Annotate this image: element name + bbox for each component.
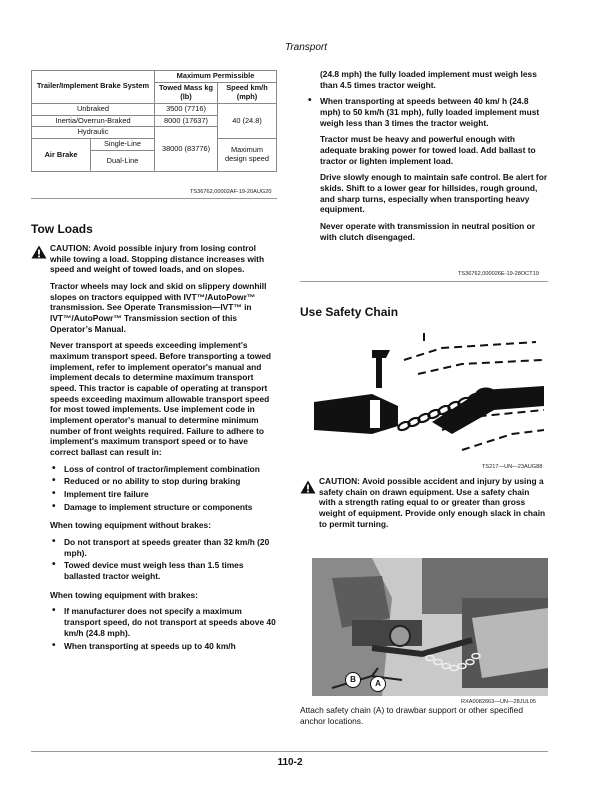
safety-chain-caution [319,476,548,535]
warning-icon [300,480,316,494]
figure-caption [300,705,548,732]
table-cell-speed: 40 (24.8) [218,103,277,139]
divider [31,198,277,199]
paragraph: Drive slowly enough to maintain safe control. Be alert for skids. Shift to a lower gear for hillsides, rough ground, and sharp turns, especially when transporting heavy equipment. [320,172,548,215]
warning-icon [31,245,47,259]
table-header-brake-system: Trailer/Implement Brake System [32,71,155,104]
safety-chain-title: Use Safety Chain [300,305,399,319]
table-cell-air-brake: Air Brake [32,139,91,171]
table-header-max: Maximum Permissible [155,71,277,83]
table-cell-system: Unbraked [32,103,155,115]
paragraph: Tractor wheels may lock and skid on slippery downhill slopes on tractors equipped with IVT™/AutoPowr™ transmission. See Operate Transmission—IVT™ in IVT™/AutoPowr™ Transmission section of this Operator’s Manual. [50,281,267,334]
list-item: • If manufacturer does not specify a maximum transport speed, do not transport at speeds above 40 km/h (24.8 mph). [50,606,278,638]
list-item: • Towed device must weigh less than 1.5 times ballasted tractor weight. [50,560,278,581]
callout-a: A [370,676,386,692]
right-column-text [320,69,548,248]
paragraph: (24.8 mph) the fully loaded implement must weigh less than 4.5 times tractor weight. [320,69,537,90]
subheading: When towing equipment with brakes: [50,589,198,600]
section-header: Transport [284,42,328,53]
list-item: • When transporting at speeds up to 40 km/h [50,641,278,652]
bullet-list [306,96,548,128]
figure-ref-code: TS217—UN—23AUG88 [482,464,543,470]
table-cell-mass: 38000 (83776) [155,127,218,172]
footer-divider [31,751,548,752]
tow-loads-body [50,243,278,657]
bullet-list [50,464,278,513]
table-cell-speed: Maximum design speed [218,139,277,172]
table-header-speed: Speed km/h (mph) [218,82,277,103]
figure-ref-code: RXA0082663—UN—28JUL05 [461,699,536,705]
safety-chain-illustration [312,330,548,458]
paragraph: Never operate with transmission in neutral position or with clutch disengaged. [320,221,535,242]
table-ref-code: TS36762,00002AF-19-20AUG20 [190,189,272,195]
list-item: • Implement tire failure [50,489,278,500]
paragraph: Tractor must be heavy and powerful enough with adequate braking power for towed load. Add ballast to tractor or lighten implement load. [320,134,536,166]
table-cell-air-brake-group [32,139,155,172]
paragraph: Never transport at speeds exceeding implement's maximum transport speed. Before transporting a towed implement, refer to implement operator's manual and implement decals to determine maximum transport speed. This tractor is capable of operating at transport speeds exceeding maximum allowable transport speed for most towed implements. Use implement code in implement operator's manual to determine minimum number of front weights required. Failure to adhere to implement's maximum transport speed or to have correct ballast can result in: [50,340,272,458]
bullet-list [50,537,278,582]
table-cell-single-line: Single-Line [91,139,155,150]
table-cell-mass: 8000 (17637) [155,115,218,127]
table-cell-dual-line: Dual-Line [106,155,139,165]
caution-text: CAUTION: Avoid possible accident and injury by using a safety chain on drawn equipment. Use a safety chain with a strength rating equal to or greater than gross weight of equipment. Provide only enough slack in chain to permit turning. [319,476,546,529]
table-header-mass: Towed Mass kg (lb) [155,82,218,103]
divider [300,281,548,282]
tow-loads-title: Tow Loads [31,222,93,236]
table-cell-system: Inertia/Overrun-Braked [32,115,155,127]
subheading: When towing equipment without brakes: [50,520,211,531]
list-item: • Damage to implement structure or components [50,502,278,513]
callout-b: B [345,672,361,688]
page-number: 110-2 [277,757,303,768]
bullet-list [50,606,278,651]
list-item: • When transporting at speeds between 40 km/ h (24.8 mph) to 50 km/h (31 mph), fully loaded implement must weigh less than 3 times the tractor weight. [306,96,548,128]
table-cell-mass: 3500 (7716) [155,103,218,115]
table-cell-system: Hydraulic [32,127,155,139]
list-item: • Loss of control of tractor/implement combination [50,464,278,475]
list-item: • Do not transport at speeds greater than 32 km/h (20 mph). [50,537,278,558]
caution-text: CAUTION: Avoid possible injury from losing control while towing a load. Stopping distance increases with speed and weight of towed loads, and on slopes. [50,243,265,275]
towing-limits-table [31,70,277,172]
list-item: • Reduced or no ability to stop during braking [50,476,278,487]
section-ref-code: TS36762,000026E-19-28OCT19 [458,271,539,277]
caption-text: Attach safety chain (A) to drawbar support or other specified anchor locations. [300,705,523,726]
